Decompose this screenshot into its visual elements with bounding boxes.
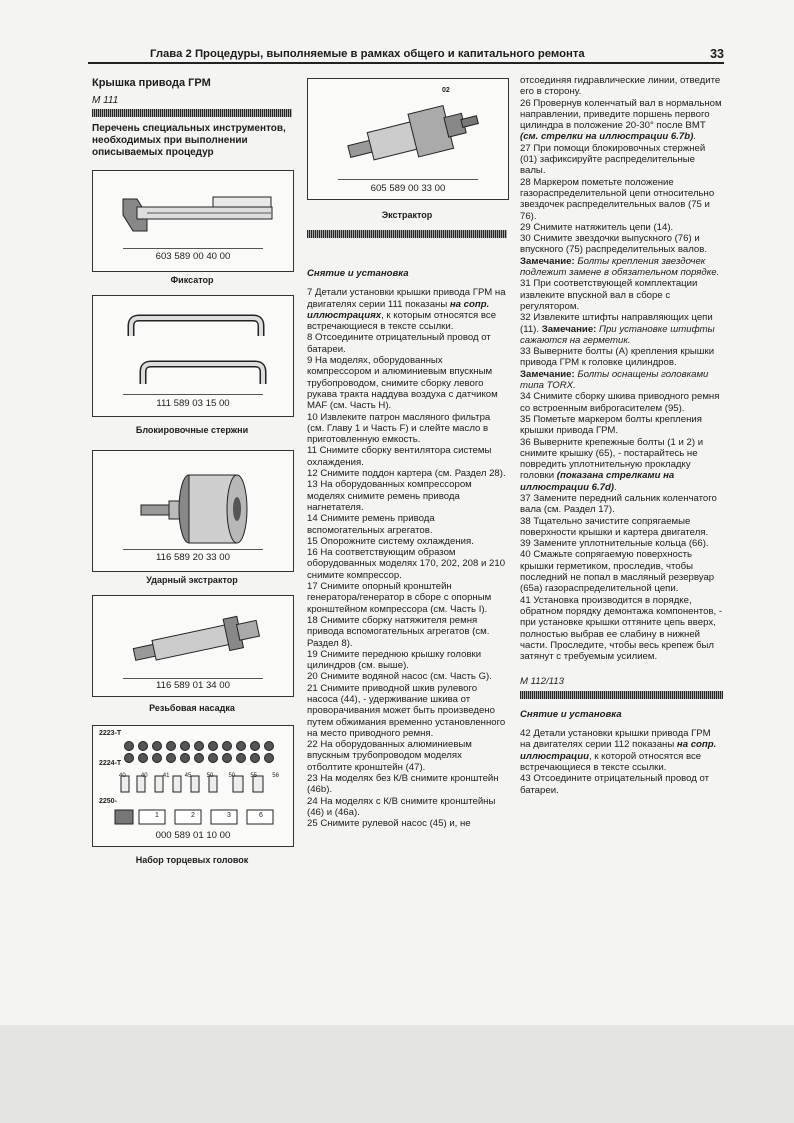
socket-label-row1: 2223-T xyxy=(99,730,122,737)
bit-label: 6 xyxy=(259,812,263,819)
paragraph: 34 Снимите сборку шкива приводного ремня со встроенным виброгасителем (95). xyxy=(520,391,720,414)
removal-title-2: Снятие и установка xyxy=(520,708,622,720)
tool-figure-locking-rods xyxy=(92,295,294,417)
socket-size: 41 xyxy=(162,773,170,779)
paragraph-42: 42 Детали установки крышки привода ГРМ на двигателях серии 112 показаны на сопр. иллюстрации, к которой относятся все встречающиеся в тексте ссылки. xyxy=(520,728,717,773)
part-number: 605 589 00 33 00 xyxy=(370,183,446,194)
part-number: 116 589 01 34 00 xyxy=(156,680,230,691)
paragraph: 10 Извлеките патрон масляного фильтра (см. Главу 1 и Часть F) и слейте масло в приготовленную емкость. xyxy=(307,411,491,446)
paragraph: 37 Замените передний сальник коленчатого вала (см. Раздел 17). xyxy=(520,492,717,516)
tool-figure-impact-extractor xyxy=(92,450,294,572)
socket-size: 40 xyxy=(140,773,148,779)
paragraph-33: 33 Выверните болты (А) крепления крышки привода ГРМ к головке цилиндров. Замечание: Болты оснащены головками типа TORX. xyxy=(520,346,715,392)
chapter-title: Глава 2 Процедуры, выполняемые в рамках общего и капитального ремонта xyxy=(150,48,585,60)
paragraph: 13 На оборудованных компрессором моделях снимите ремень привода нагнетателя. xyxy=(307,479,472,513)
paragraph: 27 При помощи блокировочных стержней (01) зафиксируйте распределительные валы. xyxy=(520,142,706,177)
tools-list-heading: Перечень специальных инструментов, необходимых при выполнении описываемых процедур xyxy=(92,122,286,158)
part-number: 111 589 03 15 00 xyxy=(156,398,230,409)
socket-label-row2: 2224-T xyxy=(99,760,122,767)
socket-size: 56 xyxy=(272,773,279,779)
socket-label-row3: 2250- xyxy=(99,798,117,805)
paragraph: 9 На моделях, оборудованных компрессором и алюминиевым впускным трубопроводом, снимите сборку левого рукава тракта наддува воздуха с датчиком МАF (см. Часть Н). xyxy=(307,355,498,412)
tool-caption: Экстрактор xyxy=(381,210,433,220)
part-number: 000 589 01 10 00 xyxy=(155,830,231,841)
tool-figure-threaded-adapter xyxy=(92,595,294,697)
paragraph-36: 36 Выверните крепежные болты (1 и 2) и снимите крышку (65), - постарайтесь не повредить уплотнительную прокладку головки (показана стрелками на иллюстрации 6.7d). xyxy=(520,436,704,493)
paragraph: 43 Отсоедините отрицательный провод от батареи. xyxy=(520,773,710,796)
section-rule xyxy=(92,109,292,117)
page-number: 33 xyxy=(710,47,724,61)
section-rule xyxy=(307,230,507,238)
paragraph: 25 Снимите рулевой насос (45) и, не xyxy=(307,818,471,830)
tool-figure-extractor xyxy=(307,78,509,200)
tool-caption: Блокировочные стержни xyxy=(135,425,249,435)
paragraph: 28 Маркером пометьте положение газораспределительной цепи относительно звездочек распределительных валов (75 и 76). xyxy=(520,176,715,222)
socket-size: 50 xyxy=(206,773,214,779)
bit-label: 1 xyxy=(155,812,159,819)
paragraph: 18 Снимите сборку натяжителя ремня привода вспомогательных агрегатов (см. Раздел 8). xyxy=(307,614,490,649)
socket-size: 50 xyxy=(228,773,236,779)
paragraph: 16 На соответствующим образом оборудованных моделях 170, 202, 208 и 210 снимите компрессор. xyxy=(307,547,506,581)
socket-size: 40 xyxy=(119,773,126,779)
paragraph: 14 Снимите ремень привода вспомогательных агрегатов. xyxy=(307,513,435,536)
socket-size: 45 xyxy=(184,773,192,779)
paragraph: 17 Снимите опорный кронштейн генератора/генератор в сборе с опорным кронштейном компрессора (см. Часть I). xyxy=(307,581,492,615)
socket-size: 55 xyxy=(250,773,258,779)
engine-model: М 111 xyxy=(92,95,119,107)
paragraph-26: 26 Провернув коленчатый вал в нормальном направлении, приведите поршень первого цилиндра в положение 20-30° после ВМТ (см. стрелки на иллюстрации 6.7b). xyxy=(520,97,722,143)
part-number: 603 589 00 40 00 xyxy=(155,251,231,262)
section-title: Крышка привода ГРМ xyxy=(92,77,211,89)
paragraph: 29 Снимите натяжитель цепи (14). xyxy=(520,221,674,233)
paragraph-7: 7 Детали установки крышки привода ГРМ на двигателях серии 111 показаны на сопр. иллюстрациях, к которым относятся все встречающиеся в тексте ссылки. xyxy=(307,287,506,333)
extractor-drawing xyxy=(308,79,508,199)
paragraph: 20 Снимите водяной насос (см. Часть G). xyxy=(307,671,492,683)
tool-caption: Фиксатор xyxy=(170,275,214,285)
paragraph: 38 Тщательно зачистите сопрягаемые поверхности крышки и картера двигателя. xyxy=(520,515,709,538)
tool-caption: Резьбовая насадка xyxy=(149,703,235,713)
paragraph: 11 Снимите сборку вентилятора системы охлаждения. xyxy=(307,445,492,468)
paragraph: 35 Пометьте маркером болты крепления крышки привода ГРМ. xyxy=(520,413,702,437)
bit-label: 3 xyxy=(227,812,231,819)
paragraph: 23 На моделях без К/В снимите кронштейн (46b). xyxy=(307,773,499,796)
paragraph: отсоединяя гидравлические линии, отведите его в сторону. xyxy=(520,75,721,98)
paragraph: 19 Снимите переднюю крышку головки цилиндров (см. выше). xyxy=(307,648,482,672)
paragraph: 39 Замените уплотнительные кольца (66). xyxy=(520,538,709,550)
left-column-heading xyxy=(92,78,292,159)
paragraph: 41 Установка производится в порядке, обратном порядку демонтажа компонентов, - при установке крышки оттяните цепь вверх, полностью выбрав ее слабину в нижней части. Проследите, чтобы весь крепеж был затянут с требуемым усилием. xyxy=(520,594,723,663)
removal-title: Снятие и установка xyxy=(307,268,409,279)
part-number: 116 589 20 33 00 xyxy=(156,552,230,563)
paragraph: 22 На оборудованных алюминиевым впускным трубопроводом моделях отболтите кронштейн (47). xyxy=(307,739,472,773)
paragraph: 15 Опорожните систему охлаждения. xyxy=(307,535,474,547)
paragraph: 40 Смажьте сопрягаемую поверхность крышки герметиком, проследив, чтобы последний не попал в масляный резервуар (65а) газораспределительной цепи. xyxy=(520,549,715,595)
middle-column-text xyxy=(307,268,506,830)
socket-sizes xyxy=(119,773,279,779)
paragraph: 31 При соответствующей комплектации извлеките впускной вал в сборе с регулятором. xyxy=(520,278,698,312)
paragraph-30: 30 Снимите звездочки выпускного (76) и впускного (75) распределительных валов. Замечание: Болты крепления звездочек подлежит замене в обязательном порядке. xyxy=(520,233,720,279)
bit-label: 2 xyxy=(191,812,195,819)
scan-margin xyxy=(0,1025,794,1123)
extractor-callout: 02 xyxy=(442,87,450,94)
tool-figure-fixator xyxy=(92,170,294,272)
paragraph: 24 На моделях с К/В снимите кронштейны (46) и (46а). xyxy=(307,795,496,818)
bit-labels xyxy=(139,812,275,819)
paragraph-32: 32 Извлеките штифты направляющих цепи (11). Замечание: При установке штифты сажаются на герметик. xyxy=(520,312,715,346)
page-header xyxy=(88,44,724,64)
engine-model-2: М 112/113 xyxy=(520,676,564,688)
section-rule xyxy=(520,691,723,699)
paragraph: 12 Снимите поддон картера (см. Раздел 28). xyxy=(307,468,506,480)
paragraph: 8 Отсоедините отрицательный провод от батареи. xyxy=(307,332,491,355)
tool-figure-socket-set xyxy=(92,725,294,847)
tool-caption: Ударный экстрактор xyxy=(146,575,238,585)
socket-set-drawing xyxy=(93,726,293,846)
tool-caption: Набор торцевых головок xyxy=(135,855,249,865)
paragraph: 21 Снимите приводной шкив рулевого насоса (44), - удерживание шкива от проворачивания может быть произведено путем обжимания временно установленного на место приводного ремня. xyxy=(307,682,506,739)
right-column-text xyxy=(520,75,723,796)
